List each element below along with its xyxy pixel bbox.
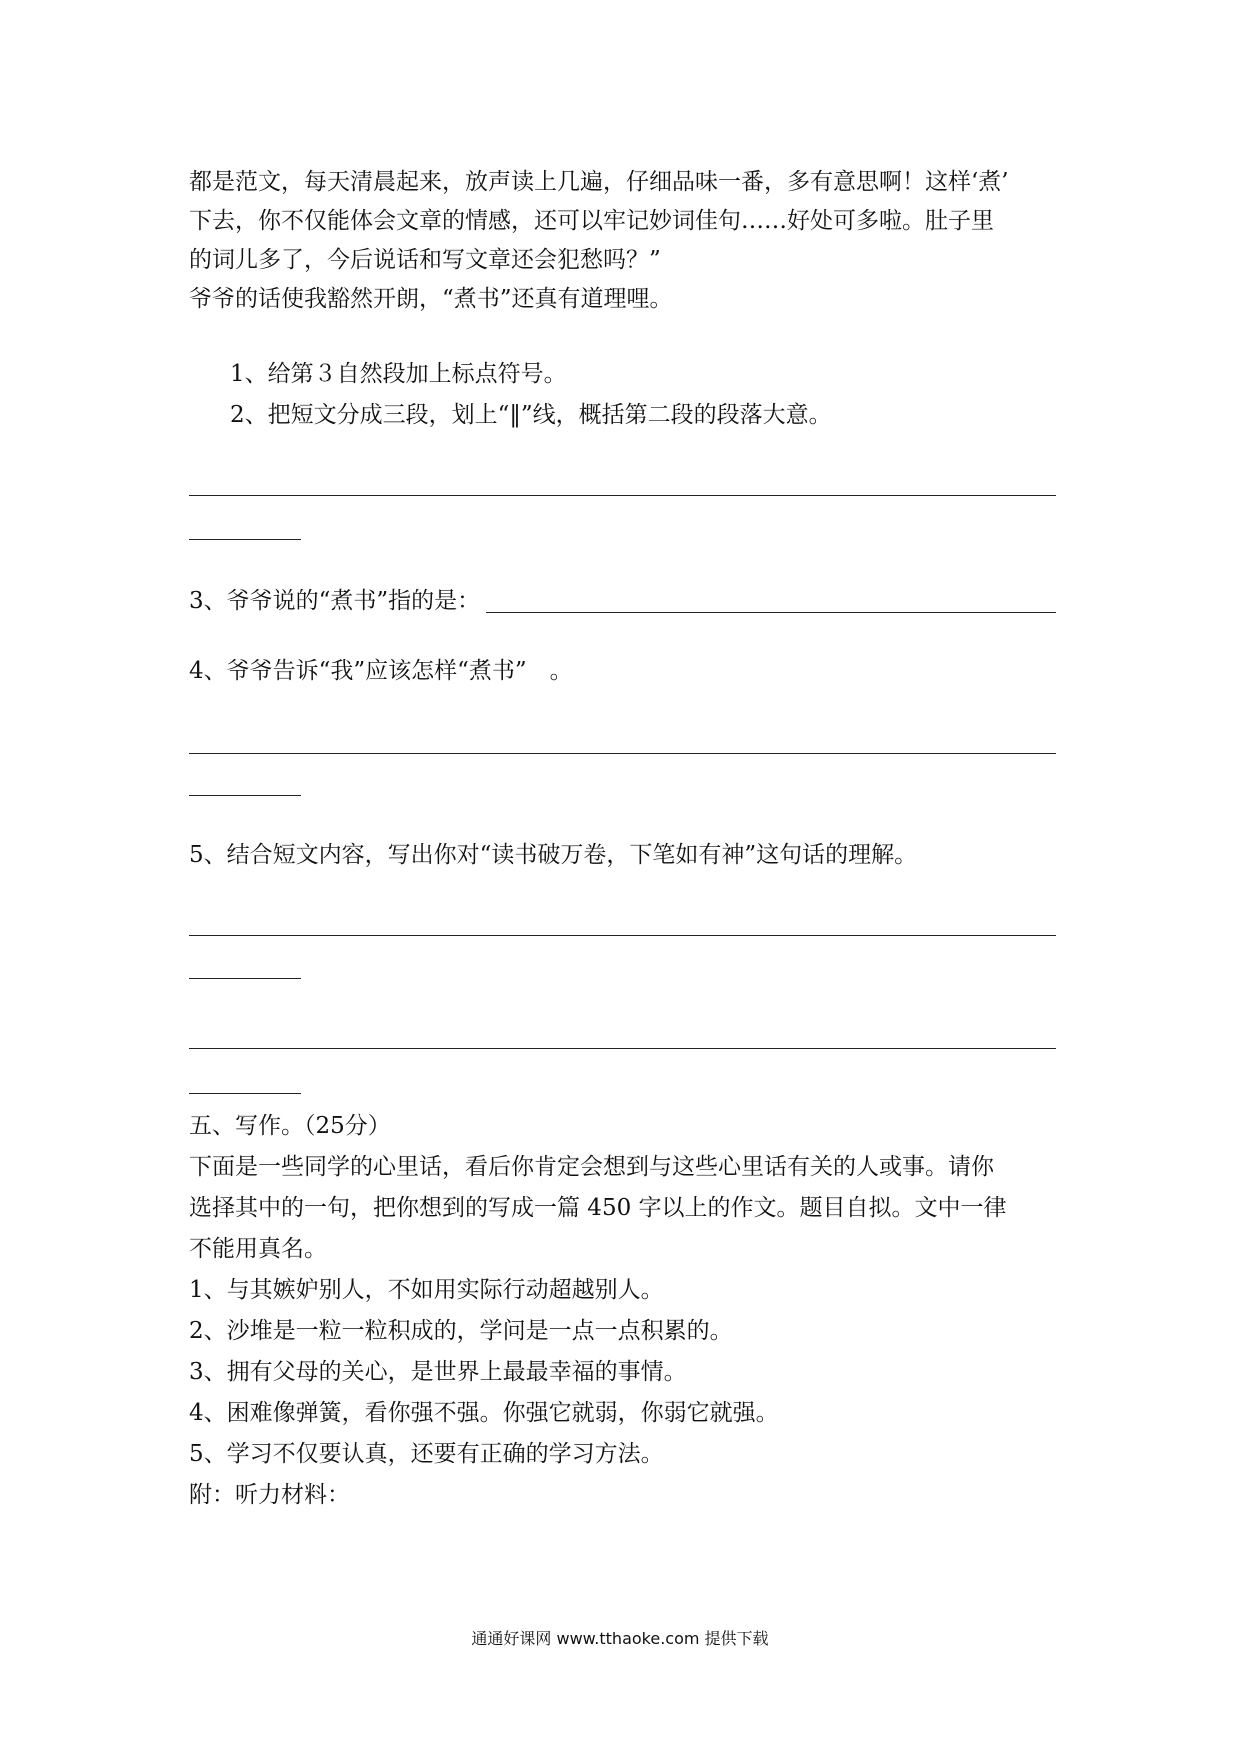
answer-blank-q2-line-1[interactable] — [189, 495, 1056, 496]
passage-line-1: 都是范文，每天清晨起来，放声读上几遍，仔细品味一番，多有意思啊！这样‘煮’ — [189, 169, 1009, 195]
answer-blank-q4-line-2[interactable] — [189, 795, 301, 796]
writing-intro-line-1: 下面是一些同学的心里话，看后你肯定会想到与这些心里话有关的人或事。请你 — [189, 1154, 994, 1180]
passage-line-2: 下去，你不仅能体会文章的情感，还可以牢记妙词佳句……好处可多啦。肚子里 — [189, 208, 994, 234]
writing-heading: 五、写作。（25分） — [189, 1113, 391, 1139]
answer-blank-q4-line-1[interactable] — [189, 753, 1056, 754]
answer-blank-q5-line-1[interactable] — [189, 935, 1056, 936]
writing-option-3: 3、拥有父母的关心，是世界上最最幸福的事情。 — [189, 1359, 687, 1385]
answer-blank-q5-line-3[interactable] — [189, 1048, 1056, 1049]
footer-credit: 通通好课网 www.tthaoke.com 提供下载 — [471, 1629, 769, 1648]
question-1: 1、给第３自然段加上标点符号。 — [230, 361, 567, 387]
answer-blank-q5-line-4[interactable] — [189, 1093, 301, 1094]
passage-line-4: 爷爷的话使我豁然开朗，“煮书”还真有道理哩。 — [189, 286, 673, 312]
question-4: 4、爷爷告诉“我”应该怎样“煮书” 。 — [189, 658, 573, 684]
writing-option-1: 1、与其嫉妒别人，不如用实际行动超越别人。 — [189, 1277, 664, 1303]
writing-intro-line-3: 不能用真名。 — [189, 1236, 327, 1262]
answer-blank-q5-line-2[interactable] — [189, 978, 301, 979]
question-5: 5、结合短文内容，写出你对“读书破万卷，下笔如有神”这句话的理解。 — [189, 842, 918, 868]
answer-blank-q3[interactable] — [486, 612, 1056, 613]
appendix-label: 附：听力材料： — [189, 1482, 350, 1508]
passage-line-3: 的词儿多了，今后说话和写文章还会犯愁吗？” — [189, 247, 661, 273]
question-3-row — [189, 581, 1056, 621]
writing-option-4: 4、困难像弹簧，看你强不强。你强它就弱，你弱它就强。 — [189, 1400, 779, 1426]
question-3: 3、爷爷说的“煮书”指的是： — [189, 588, 481, 614]
writing-option-2: 2、沙堆是一粒一粒积成的，学问是一点一点积累的。 — [189, 1318, 733, 1344]
writing-intro-line-2: 选择其中的一句，把你想到的写成一篇 450 字以上的作文。题目自拟。文中一律 — [189, 1195, 1007, 1221]
answer-blank-q2-line-2[interactable] — [189, 539, 301, 540]
writing-option-5: 5、学习不仅要认真，还要有正确的学习方法。 — [189, 1441, 664, 1467]
question-2: 2、把短文分成三段，划上“‖”线，概括第二段的段落大意。 — [230, 402, 832, 428]
